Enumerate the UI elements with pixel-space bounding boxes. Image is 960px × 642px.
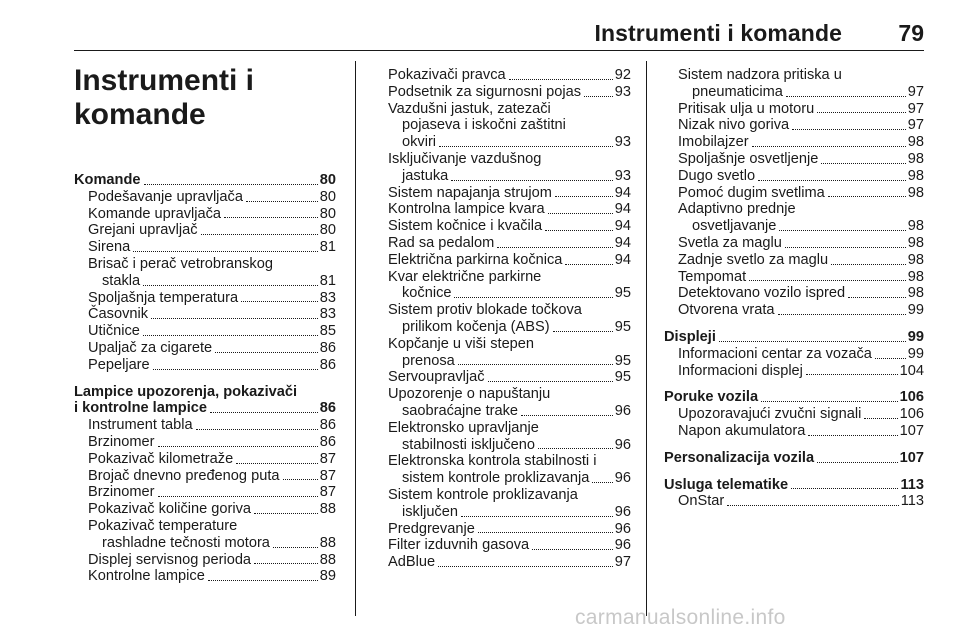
toc-entry[interactable] bbox=[74, 239, 336, 256]
toc-page-number: 98 bbox=[907, 150, 924, 167]
toc-page-number: 113 bbox=[900, 476, 924, 493]
toc-entry-title: pneumaticima bbox=[692, 83, 783, 100]
toc-entry-title: Sistem kontrole proklizavanja bbox=[388, 486, 578, 503]
toc-page-number: 83 bbox=[319, 289, 336, 306]
toc-page-number: 92 bbox=[614, 67, 631, 83]
dot-leader bbox=[210, 412, 318, 413]
toc-page-number: 106 bbox=[899, 406, 924, 423]
column-divider-2 bbox=[646, 61, 647, 616]
toc-entry-title: Napon akumulatora bbox=[678, 422, 806, 439]
toc-entry-title: i kontrolne lampice bbox=[74, 400, 207, 417]
toc-entry[interactable] bbox=[374, 420, 631, 454]
toc-entry-title: Filter izduvnih gasova bbox=[388, 537, 530, 554]
toc-page-number: 107 bbox=[899, 449, 924, 466]
dot-leader bbox=[817, 112, 906, 113]
toc-page-number: 106 bbox=[899, 389, 924, 406]
toc-page-number: 97 bbox=[614, 554, 631, 571]
dot-leader bbox=[727, 505, 899, 506]
toc-entry-title: Poruke vozila bbox=[664, 389, 759, 406]
toc-page-number: 94 bbox=[614, 234, 631, 251]
toc-page-number: 94 bbox=[614, 184, 631, 201]
dot-leader bbox=[158, 496, 318, 497]
toc-page-number: 96 bbox=[614, 470, 631, 487]
toc-entry-title: Adaptivno prednje bbox=[678, 201, 796, 218]
toc-page-number: 97 bbox=[907, 100, 924, 117]
dot-leader bbox=[555, 196, 613, 197]
dot-leader bbox=[779, 230, 905, 231]
toc-entry-title: isključen bbox=[402, 503, 458, 520]
toc-entry[interactable] bbox=[374, 201, 631, 218]
toc-page-number: 86 bbox=[319, 417, 336, 434]
toc-section[interactable] bbox=[664, 389, 924, 406]
dot-leader bbox=[749, 280, 906, 281]
toc-entry-title: Vazdušni jastuk, zatezači bbox=[388, 100, 551, 117]
toc-entry[interactable] bbox=[374, 218, 631, 235]
dot-leader bbox=[478, 532, 613, 533]
dot-leader bbox=[545, 230, 613, 231]
dot-leader bbox=[144, 184, 318, 185]
dot-leader bbox=[201, 234, 318, 235]
toc-entry[interactable] bbox=[374, 269, 631, 303]
toc-entry[interactable] bbox=[74, 306, 336, 323]
toc-entry[interactable] bbox=[74, 552, 336, 569]
toc-page-number: 93 bbox=[614, 134, 631, 151]
dot-leader bbox=[497, 247, 612, 248]
toc-entry-title: Brisač i perač vetrobranskog bbox=[88, 255, 273, 272]
toc-entry-title: Podešavanje upravljača bbox=[88, 188, 243, 205]
dot-leader bbox=[153, 369, 318, 370]
header-rule bbox=[74, 50, 924, 51]
toc-entry[interactable] bbox=[374, 235, 631, 252]
toc-entry[interactable] bbox=[374, 521, 631, 538]
toc-page-number: 86 bbox=[319, 339, 336, 356]
toc-page-number: 104 bbox=[899, 362, 924, 379]
dot-leader bbox=[224, 217, 318, 218]
dot-leader bbox=[283, 479, 318, 480]
dot-leader bbox=[236, 463, 318, 464]
toc-page-number: 94 bbox=[614, 251, 631, 268]
toc-entry[interactable] bbox=[74, 189, 336, 206]
toc-entry-title: Displeji bbox=[664, 328, 716, 345]
toc-entry-title: Displej servisnog perioda bbox=[88, 551, 252, 568]
toc-page-number: 95 bbox=[614, 369, 631, 386]
toc-entry[interactable] bbox=[664, 285, 924, 302]
toc-entry[interactable] bbox=[664, 134, 924, 151]
toc-entry-title: Usluga telematike bbox=[664, 476, 789, 493]
toc-entry[interactable] bbox=[74, 222, 336, 239]
toc-page-number: 99 bbox=[907, 302, 924, 319]
toc-page-number: 98 bbox=[907, 218, 924, 235]
dot-leader bbox=[778, 314, 906, 315]
dot-leader bbox=[828, 196, 906, 197]
toc-entry-title: Sistem nadzora pritiska u bbox=[678, 67, 842, 83]
toc-entry-title: sistem kontrole proklizavanja bbox=[402, 470, 590, 487]
dot-leader bbox=[196, 429, 318, 430]
dot-leader bbox=[151, 318, 318, 319]
toc-entry[interactable] bbox=[74, 468, 336, 485]
dot-leader bbox=[143, 285, 318, 286]
toc-entry-title: Pomoć dugim svetlima bbox=[678, 184, 825, 201]
toc-entry[interactable] bbox=[664, 185, 924, 202]
toc-entry[interactable] bbox=[74, 206, 336, 223]
toc-entry-title: Tempomat bbox=[678, 268, 747, 285]
dot-leader bbox=[848, 297, 906, 298]
dot-leader bbox=[143, 335, 318, 336]
toc-entry-title: okviri bbox=[402, 134, 437, 151]
toc-entry[interactable] bbox=[664, 302, 924, 319]
toc-entry[interactable] bbox=[74, 417, 336, 434]
dot-leader bbox=[158, 446, 318, 447]
toc-entry-title: Pokazivač temperature bbox=[88, 517, 238, 534]
dot-leader bbox=[548, 213, 613, 214]
toc-page-number: 96 bbox=[614, 537, 631, 554]
toc-page-number: 113 bbox=[900, 493, 924, 510]
dot-leader bbox=[785, 247, 906, 248]
toc-page-number: 93 bbox=[614, 83, 631, 100]
toc-entry-title: Komande upravljača bbox=[88, 205, 222, 222]
dot-leader bbox=[451, 180, 613, 181]
dot-leader bbox=[786, 96, 906, 97]
toc-entry-title: pojaseva i iskočni zaštitni bbox=[402, 117, 566, 134]
toc-page-number: 85 bbox=[319, 323, 336, 340]
toc-entry-title: Upaljač za cigarete bbox=[88, 339, 213, 356]
toc-page-number: 80 bbox=[319, 188, 336, 205]
column-divider-1 bbox=[355, 61, 356, 616]
toc-entry[interactable] bbox=[664, 168, 924, 185]
dot-leader bbox=[864, 418, 897, 419]
dot-leader bbox=[254, 563, 318, 564]
toc-entry-title: Pokazivač količine goriva bbox=[88, 501, 252, 518]
dot-leader bbox=[791, 488, 898, 489]
toc-entry[interactable] bbox=[664, 269, 924, 286]
dot-leader bbox=[439, 146, 613, 147]
toc-page-number: 98 bbox=[907, 134, 924, 151]
toc-entry-title: Sistem napajanja strujom bbox=[388, 184, 552, 201]
toc-entry[interactable] bbox=[74, 484, 336, 501]
toc-page-number: 99 bbox=[907, 345, 924, 362]
toc-page-number: 80 bbox=[319, 205, 336, 222]
toc-entry-title: Brojač dnevno pređenog puta bbox=[88, 467, 280, 484]
dot-leader bbox=[831, 264, 906, 265]
toc-page-number: 98 bbox=[907, 167, 924, 184]
toc-entry-title: Grejani upravljač bbox=[88, 222, 198, 239]
toc-entry-title: Elektronsko upravljanje bbox=[388, 419, 539, 436]
toc-page-number: 86 bbox=[319, 356, 336, 373]
toc-page-number: 81 bbox=[319, 272, 336, 289]
toc-entry-title: Kontrolna lampice kvara bbox=[388, 201, 545, 218]
dot-leader bbox=[254, 513, 318, 514]
toc-entry-title: Pepeljare bbox=[88, 356, 150, 373]
toc-page-number: 86 bbox=[319, 400, 336, 417]
dot-leader bbox=[806, 374, 898, 375]
toc-page-number: 98 bbox=[907, 268, 924, 285]
toc-page-number: 87 bbox=[319, 467, 336, 484]
toc-section[interactable] bbox=[664, 450, 924, 467]
toc-entry-title: Personalizacija vozila bbox=[664, 449, 815, 466]
toc-entry-title: Elektronska kontrola stabilnosti i bbox=[388, 453, 597, 470]
dot-leader bbox=[458, 364, 613, 365]
toc-page-number: 93 bbox=[614, 167, 631, 184]
dot-leader bbox=[817, 462, 898, 463]
toc-entry-title: Kvar električne parkirne bbox=[388, 268, 542, 285]
toc-entry[interactable] bbox=[664, 201, 924, 235]
toc-entry-title: Imobilajzer bbox=[678, 134, 749, 151]
watermark: carmanualsonline.info bbox=[575, 606, 786, 629]
toc-section[interactable] bbox=[74, 384, 336, 418]
dot-leader bbox=[592, 482, 612, 483]
toc-entry[interactable] bbox=[74, 256, 336, 290]
toc-entry-title: Električna parkirna kočnica bbox=[388, 251, 563, 268]
toc-page-number: 96 bbox=[614, 436, 631, 453]
dot-leader bbox=[758, 180, 906, 181]
toc-entry-title: Kopčanje u viši stepen bbox=[388, 335, 535, 352]
toc-entry[interactable] bbox=[664, 252, 924, 269]
dot-leader bbox=[719, 341, 906, 342]
toc-page-number: 94 bbox=[614, 218, 631, 235]
toc-page-number: 98 bbox=[907, 184, 924, 201]
toc-page-number: 94 bbox=[614, 201, 631, 218]
toc-entry-title: Časovnik bbox=[88, 306, 149, 323]
toc-entry-title: Spoljašnje osvetljenje bbox=[678, 150, 819, 167]
dot-leader bbox=[208, 580, 318, 581]
toc-entry-title: AdBlue bbox=[388, 554, 436, 571]
dot-leader bbox=[461, 516, 613, 517]
toc-entry-title: Instrument tabla bbox=[88, 417, 193, 434]
toc-entry[interactable] bbox=[374, 101, 631, 151]
toc-entry-title: Zadnje svetlo za maglu bbox=[678, 251, 829, 268]
toc-entry[interactable] bbox=[374, 67, 631, 84]
toc-entry[interactable] bbox=[664, 493, 924, 510]
toc-entry-title: rashladne tečnosti motora bbox=[102, 534, 270, 551]
dot-leader bbox=[532, 549, 613, 550]
toc-entry-title: Pokazivač kilometraže bbox=[88, 450, 234, 467]
toc-page-number: 83 bbox=[319, 306, 336, 323]
toc-page-number: 86 bbox=[319, 433, 336, 450]
toc-page-number: 96 bbox=[614, 503, 631, 520]
toc-entry-title: Upozorenje o napuštanju bbox=[388, 386, 551, 403]
toc-page-number: 95 bbox=[614, 352, 631, 369]
toc-entry-title: Dugo svetlo bbox=[678, 167, 756, 184]
toc-entry[interactable] bbox=[374, 537, 631, 554]
dot-leader bbox=[538, 448, 613, 449]
toc-entry[interactable] bbox=[664, 67, 924, 101]
toc-column-2 bbox=[374, 67, 631, 571]
toc-entry-title: Predgrevanje bbox=[388, 520, 475, 537]
toc-entry-title: prilikom kočenja (ABS) bbox=[402, 318, 550, 335]
toc-entry[interactable] bbox=[374, 336, 631, 370]
toc-entry[interactable] bbox=[74, 323, 336, 340]
toc-page-number: 97 bbox=[907, 117, 924, 134]
toc-entry[interactable] bbox=[74, 434, 336, 451]
toc-entry-title: Svetla za maglu bbox=[678, 234, 782, 251]
dot-leader bbox=[133, 251, 318, 252]
toc-entry[interactable] bbox=[664, 101, 924, 118]
toc-entry-title: Pritisak ulja u motoru bbox=[678, 100, 815, 117]
toc-entry-title: Otvorena vrata bbox=[678, 302, 775, 319]
dot-leader bbox=[792, 129, 906, 130]
toc-section[interactable] bbox=[664, 477, 924, 494]
dot-leader bbox=[584, 96, 613, 97]
toc-entry[interactable] bbox=[374, 554, 631, 571]
toc-column-1 bbox=[74, 172, 336, 585]
toc-page-number: 80 bbox=[319, 172, 336, 188]
toc-entry-title: Pokazivači pravca bbox=[388, 67, 506, 83]
toc-page-number: 99 bbox=[907, 328, 924, 345]
dot-leader bbox=[215, 352, 318, 353]
toc-page-number: 95 bbox=[614, 318, 631, 335]
chapter-title: Instrumenti i komande bbox=[74, 64, 255, 131]
toc-page-number: 98 bbox=[907, 234, 924, 251]
toc-entry-title: Nizak nivo goriva bbox=[678, 117, 790, 134]
toc-entry[interactable] bbox=[74, 518, 336, 552]
dot-leader bbox=[521, 415, 613, 416]
toc-entry-title: Sistem kočnice i kvačila bbox=[388, 218, 543, 235]
toc-entry-title: Brzinomer bbox=[88, 433, 155, 450]
toc-entry-title: stakla bbox=[102, 272, 141, 289]
dot-leader bbox=[821, 163, 905, 164]
toc-page-number: 87 bbox=[319, 484, 336, 501]
toc-entry-title: Kontrolne lampice bbox=[88, 568, 205, 585]
dot-leader bbox=[488, 381, 613, 382]
toc-entry[interactable] bbox=[664, 346, 924, 363]
toc-entry-title: Informacioni centar za vozača bbox=[678, 345, 872, 362]
toc-entry[interactable] bbox=[74, 568, 336, 585]
toc-entry-title: Podsetnik za sigurnosni pojas bbox=[388, 83, 582, 100]
toc-page-number: 95 bbox=[614, 285, 631, 302]
header-title: Instrumenti i komande bbox=[594, 20, 842, 46]
toc-entry[interactable] bbox=[374, 84, 631, 101]
toc-entry-title: Utičnice bbox=[88, 323, 140, 340]
toc-entry-title: osvetljavanje bbox=[692, 218, 777, 235]
dot-leader bbox=[241, 301, 318, 302]
toc-page-number: 88 bbox=[319, 534, 336, 551]
dot-leader bbox=[808, 435, 897, 436]
toc-entry-title: Upozoravajući zvučni signali bbox=[678, 406, 862, 423]
toc-page-number: 96 bbox=[614, 520, 631, 537]
dot-leader bbox=[565, 264, 612, 265]
dot-leader bbox=[553, 331, 613, 332]
page-number: 79 bbox=[898, 20, 924, 46]
toc-entry[interactable] bbox=[664, 235, 924, 252]
toc-entry-title: OnStar bbox=[678, 493, 725, 510]
toc-entry[interactable] bbox=[74, 290, 336, 307]
toc-entry[interactable] bbox=[374, 369, 631, 386]
toc-section[interactable] bbox=[74, 172, 336, 189]
toc-entry[interactable] bbox=[374, 487, 631, 521]
dot-leader bbox=[438, 566, 613, 567]
toc-entry-title: Brzinomer bbox=[88, 484, 155, 501]
toc-page-number: 88 bbox=[319, 501, 336, 518]
toc-entry-title: Isključivanje vazdušnog bbox=[388, 150, 542, 167]
toc-entry-title: Sirena bbox=[88, 239, 131, 256]
toc-entry[interactable] bbox=[374, 252, 631, 269]
toc-entry-title: Rad sa pedalom bbox=[388, 234, 495, 251]
dot-leader bbox=[454, 297, 612, 298]
toc-entry[interactable] bbox=[374, 151, 631, 185]
toc-section[interactable] bbox=[664, 329, 924, 346]
dot-leader bbox=[246, 201, 318, 202]
dot-leader bbox=[509, 79, 613, 80]
toc-column-3 bbox=[664, 67, 924, 510]
toc-page-number: 98 bbox=[907, 251, 924, 268]
toc-entry[interactable] bbox=[664, 117, 924, 134]
toc-page-number: 97 bbox=[907, 83, 924, 100]
toc-entry[interactable] bbox=[74, 451, 336, 468]
toc-entry-title: Lampice upozorenja, pokazivači bbox=[74, 383, 298, 400]
dot-leader bbox=[761, 401, 898, 402]
dot-leader bbox=[752, 146, 906, 147]
dot-leader bbox=[273, 547, 318, 548]
toc-entry[interactable] bbox=[374, 386, 631, 420]
toc-entry[interactable] bbox=[74, 357, 336, 374]
toc-entry[interactable] bbox=[664, 151, 924, 168]
toc-entry-title: Detektovano vozilo ispred bbox=[678, 285, 846, 302]
toc-entry[interactable] bbox=[74, 340, 336, 357]
toc-entry-title: Sistem protiv blokade točkova bbox=[388, 302, 582, 319]
toc-page-number: 96 bbox=[614, 402, 631, 419]
toc-entry-title: stabilnosti isključeno bbox=[402, 436, 536, 453]
toc-entry-title: saobraćajne trake bbox=[402, 402, 519, 419]
toc-entry-title: Komande bbox=[74, 172, 141, 188]
toc-page-number: 87 bbox=[319, 450, 336, 467]
toc-entry[interactable] bbox=[74, 501, 336, 518]
toc-entry[interactable] bbox=[664, 363, 924, 380]
toc-entry[interactable] bbox=[664, 423, 924, 440]
toc-page-number: 107 bbox=[899, 422, 924, 439]
toc-page-number: 80 bbox=[319, 222, 336, 239]
toc-page-number: 98 bbox=[907, 285, 924, 302]
toc-entry-title: kočnice bbox=[402, 285, 452, 302]
toc-entry[interactable] bbox=[374, 185, 631, 202]
toc-entry[interactable] bbox=[374, 302, 631, 336]
toc-entry[interactable] bbox=[664, 406, 924, 423]
toc-entry-title: prenosa bbox=[402, 352, 455, 369]
toc-page-number: 89 bbox=[319, 568, 336, 585]
toc-entry-title: Spoljašnja temperatura bbox=[88, 289, 239, 306]
toc-page-number: 81 bbox=[319, 239, 336, 256]
toc-entry[interactable] bbox=[374, 453, 631, 487]
toc-page-number: 88 bbox=[319, 551, 336, 568]
toc-entry-title: jastuka bbox=[402, 167, 449, 184]
toc-entry-title: Servoupravljač bbox=[388, 369, 485, 386]
dot-leader bbox=[875, 358, 906, 359]
toc-entry-title: Informacioni displej bbox=[678, 362, 803, 379]
